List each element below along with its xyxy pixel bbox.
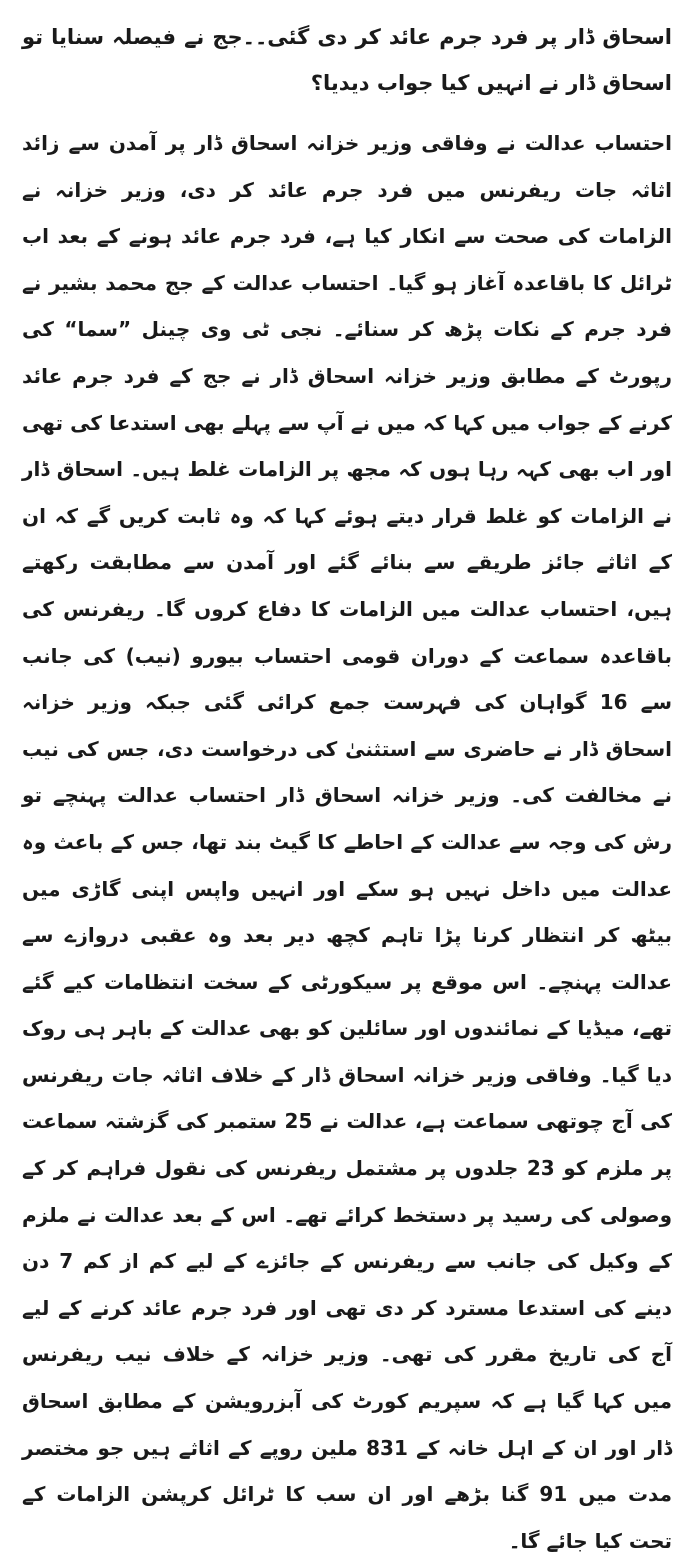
- article-headline: اسحاق ڈار پر فرد جرم عائد کر دی گئی۔۔جج نے فیصلہ سنایا تو اسحاق ڈار نے انہیں کیا جواب دیدیا؟: [22, 25, 672, 95]
- news-article: [22, 14, 672, 1553]
- article-body: احتساب عدالت نے وفاقی وزیر خزانہ اسحاق ڈار پر آمدن سے زائد اثاثہ جات ریفرنس میں فرد جرم عائد کر دی، وزیر خزانہ نے الزامات کی صحت سے انکار کیا ہے، فرد جرم عائد ہونے کے بعد اب ٹرائل کا باقاعدہ آغاز ہو گیا۔ احتساب عدالت کے جج محمد بشیر نے فرد جرم کے نکات پڑھ کر سنائے۔ نجی ٹی وی چینل ”سما“ کی رپورٹ کے مطابق وزیر خزانہ اسحاق ڈار نے جج کے فرد جرم عائد کرنے کے جواب میں کہا کہ میں نے آپ سے پہلے بھی استدعا کی تھی اور اب بھی کہہ رہا ہوں کہ مجھ پر الزامات غلط ہیں۔ اسحاق ڈار نے الزامات کو غلط قرار دیتے ہوئے کہا کہ وہ ثابت کریں گے کہ ان کے اثاثے جائز طریقے سے بنائے گئے اور آمدن سے مطابقت رکھتے ہیں، احتساب عدالت میں الزامات کا دفاع کروں گا۔ ریفرنس کی باقاعدہ سماعت کے دوران قومی احتساب بیورو (نیب) کی جانب سے 16 گواہان کی فہرست جمع کرائی گئی جبکہ وزیر خزانہ اسحاق ڈار نے حاضری سے استثنیٰ کی درخواست دی، جس کی نیب نے مخالفت کی۔ وزیر خزانہ اسحاق ڈار احتساب عدالت پہنچے تو رش کی وجہ سے عدالت کے احاطے کا گیٹ بند تھا، جس کے باعث وہ عدالت میں داخل نہیں ہو سکے اور انہیں واپس اپنی گاڑی میں بیٹھ کر انتظار کرنا پڑا تاہم کچھ دیر بعد وہ عقبی دروازے سے عدالت پہنچے۔ اس موقع پر سیکورٹی کے سخت انتظامات کیے گئے تھے، میڈیا کے نمائندوں اور سائلین کو بھی عدالت کے باہر ہی روک دیا گیا۔ وفاقی وزیر خزانہ اسحاق ڈار کے خلاف اثاثہ جات ریفرنس کی آج چوتھی سماعت ہے، عدالت نے 25 ستمبر کی گزشتہ سماعت پر ملزم کو 23 جلدوں پر مشتمل ریفرنس کی نقول فراہم کر کے وصولی کی رسید پر دستخط کرائے تھے۔ اس کے بعد عدالت نے ملزم کے وکیل کی جانب سے ریفرنس کے جائزے کے لیے کم از کم 7 دن دینے کی استدعا مسترد کر دی تھی اور فرد جرم عائد کرنے کے لیے آج کی تاریخ مقرر کی تھی۔ وزیر خزانہ کے خلاف نیب ریفرنس میں کہا گیا ہے کہ سپریم کورٹ کی آبزرویشن کے مطابق اسحاق ڈار اور ان کے اہل خانہ کے 831 ملین روپے کے اثاثے ہیں جو مختصر مدت میں 91 گنا بڑھے اور ان سب کا ٹرائل کرپشن الزامات کے تحت کیا جائے گا۔: [22, 131, 672, 1553]
